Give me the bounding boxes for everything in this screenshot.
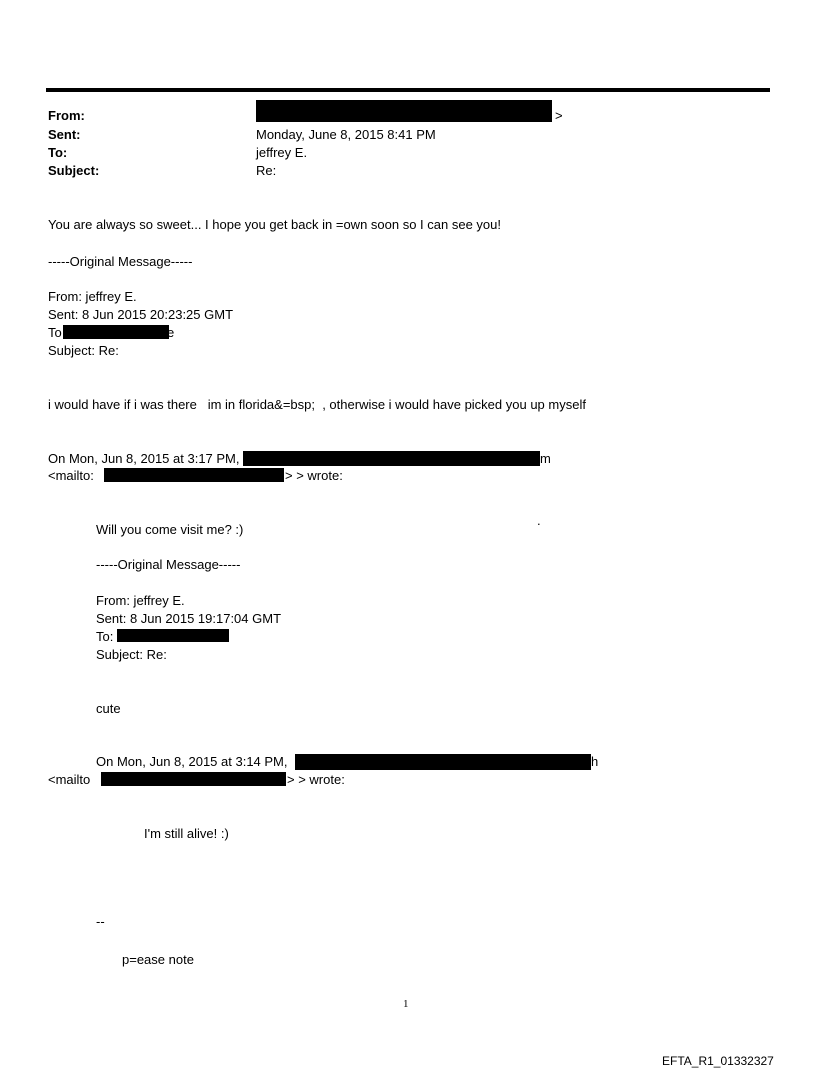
header-rule bbox=[46, 88, 770, 92]
on-wrote-line: On Mon, Jun 8, 2015 at 3:17 PM, bbox=[48, 451, 240, 466]
quoted-from: From: jeffrey E. bbox=[96, 593, 185, 608]
redaction-block bbox=[243, 451, 540, 466]
quoted-message-line: p=ease note bbox=[122, 952, 194, 967]
quoted-to-prefix: To: bbox=[96, 629, 114, 644]
redaction-block bbox=[101, 772, 286, 786]
sent-value: Monday, June 8, 2015 8:41 PM bbox=[256, 127, 436, 142]
subject-label: Subject: bbox=[48, 163, 100, 178]
stray-dot: . bbox=[537, 513, 541, 528]
mailto-prefix: <mailto: bbox=[48, 468, 94, 483]
mailto-suffix: > > wrote: bbox=[287, 772, 345, 787]
on-wrote-line: On Mon, Jun 8, 2015 at 3:14 PM, bbox=[96, 754, 288, 769]
mailto-suffix: > > wrote: bbox=[285, 468, 343, 483]
redaction-block bbox=[256, 100, 552, 122]
original-message-divider: -----Original Message----- bbox=[48, 254, 193, 269]
on-wrote-suffix: m bbox=[540, 451, 551, 466]
on-wrote-suffix: h bbox=[591, 754, 599, 769]
document-id: EFTA_R1_01332327 bbox=[662, 1054, 774, 1068]
page-number: 1 bbox=[403, 998, 409, 1010]
quoted-subject: Subject: Re: bbox=[96, 647, 167, 662]
mailto-prefix: <mailto bbox=[48, 772, 91, 787]
quoted-subject: Subject: Re: bbox=[48, 343, 119, 358]
reply-line: i would have if i was there im in florida&=bsp; , otherwise i would have picked you up myself bbox=[48, 397, 586, 412]
to-value: jeffrey E. bbox=[256, 145, 308, 160]
message-line: You are always so sweet... I hope you get back in =own soon so I can see you! bbox=[48, 217, 501, 232]
from-suffix: > bbox=[555, 108, 563, 123]
original-message-divider: -----Original Message----- bbox=[96, 557, 241, 572]
quoted-sent: Sent: 8 Jun 2015 19:17:04 GMT bbox=[96, 611, 282, 626]
quoted-message-line: I'm still alive! :) bbox=[144, 826, 229, 841]
from-label: From: bbox=[48, 108, 85, 123]
quoted-from: From: jeffrey E. bbox=[48, 289, 137, 304]
to-label: To: bbox=[48, 145, 68, 160]
signature-dashes: -- bbox=[96, 914, 105, 929]
quoted-to-prefix: To bbox=[48, 325, 62, 340]
quoted-to-suffix: e bbox=[167, 325, 175, 340]
redaction-block bbox=[104, 468, 284, 482]
redaction-block bbox=[63, 325, 169, 339]
sent-label: Sent: bbox=[48, 127, 81, 142]
subject-value: Re: bbox=[256, 163, 277, 178]
redaction-block bbox=[295, 754, 591, 770]
redaction-block bbox=[117, 629, 229, 642]
quoted-sent: Sent: 8 Jun 2015 20:23:25 GMT bbox=[48, 307, 234, 322]
quoted-message-line: Will you come visit me? :) bbox=[96, 522, 244, 537]
quoted-message-line: cute bbox=[96, 701, 121, 716]
